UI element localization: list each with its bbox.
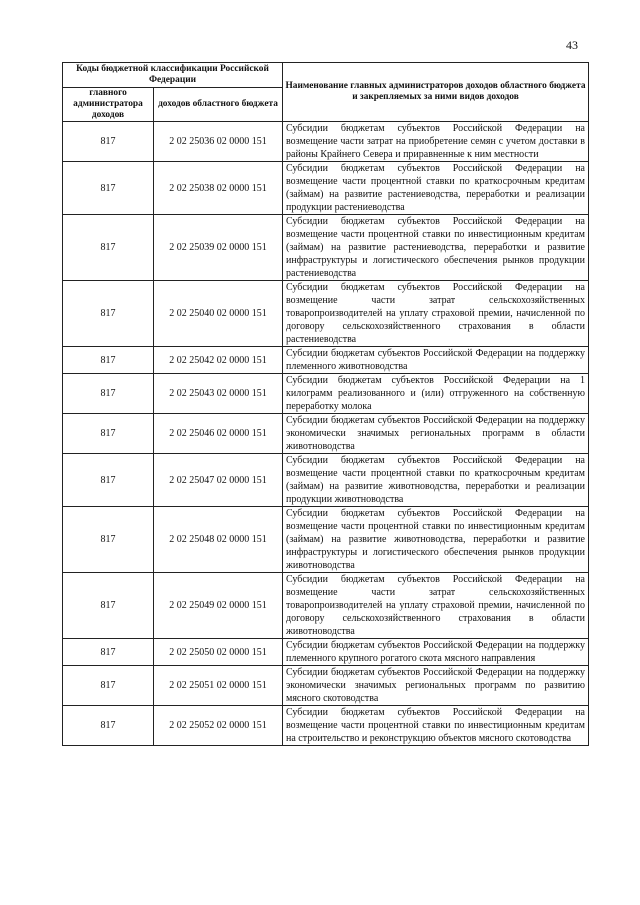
income-name-cell: Субсидии бюджетам субъектов Российской Федерации на возмещение части процентной ставки по инвестиционным кредитам (займам) на развитие животноводства, переработки и развитие инфраструктуры и логистического обеспечения рынков продукции животноводства: [283, 507, 589, 573]
admin-code-cell: 817: [63, 162, 154, 215]
header-admin-column: главного администратора доходов: [63, 88, 154, 122]
income-name-cell: Субсидии бюджетам субъектов Российской Федерации на возмещение части затрат на приобретение семян с учетом доставки в районы Крайнего Севера и приравненные к ним местности: [283, 122, 589, 162]
income-code-cell: 2 02 25052 02 0000 151: [154, 706, 283, 746]
income-name-cell: Субсидии бюджетам субъектов Российской Федерации на поддержку экономически значимых региональных программ по развитию мясного скотоводства: [283, 666, 589, 706]
admin-code-cell: 817: [63, 215, 154, 281]
income-code-cell: 2 02 25050 02 0000 151: [154, 639, 283, 666]
admin-code-cell: 817: [63, 573, 154, 639]
income-code-cell: 2 02 25046 02 0000 151: [154, 414, 283, 454]
header-name-column: Наименование главных администраторов доходов областного бюджета и закрепляемых за ними видов доходов: [283, 63, 589, 122]
income-name-cell: Субсидии бюджетам субъектов Российской Федерации на поддержку экономически значимых региональных программ в области животноводства: [283, 414, 589, 454]
income-code-cell: 2 02 25036 02 0000 151: [154, 122, 283, 162]
income-name-cell: Субсидии бюджетам субъектов Российской Федерации на возмещение части процентной ставки по инвестиционным кредитам (займам) на развитие растениеводства, переработки и развитие инфраструктуры и логистического обеспечения рынков продукции растениеводства: [283, 215, 589, 281]
admin-code-cell: 817: [63, 122, 154, 162]
income-code-cell: 2 02 25043 02 0000 151: [154, 374, 283, 414]
table-row: [63, 666, 589, 706]
table-row: [63, 374, 589, 414]
admin-code-cell: 817: [63, 706, 154, 746]
table-row: [63, 706, 589, 746]
admin-code-cell: 817: [63, 281, 154, 347]
table-row: [63, 414, 589, 454]
income-code-cell: 2 02 25048 02 0000 151: [154, 507, 283, 573]
income-code-cell: 2 02 25051 02 0000 151: [154, 666, 283, 706]
income-name-cell: Субсидии бюджетам субъектов Российской Федерации на возмещение части затрат сельскохозяйственных товаропроизводителей на уплату страховой премии, начисленной по договору сельскохозяйственного страхования в области растениеводства: [283, 281, 589, 347]
table-row: [63, 162, 589, 215]
admin-code-cell: 817: [63, 454, 154, 507]
admin-code-cell: 817: [63, 666, 154, 706]
table-header: [63, 63, 589, 122]
table-row: [63, 281, 589, 347]
table-row: [63, 215, 589, 281]
page-number: 43: [566, 38, 578, 52]
income-code-cell: 2 02 25038 02 0000 151: [154, 162, 283, 215]
income-name-cell: Субсидии бюджетам субъектов Российской Федерации на поддержку племенного животноводства: [283, 347, 589, 374]
income-code-cell: 2 02 25039 02 0000 151: [154, 215, 283, 281]
income-code-cell: 2 02 25049 02 0000 151: [154, 573, 283, 639]
table-row: [63, 507, 589, 573]
income-code-cell: 2 02 25047 02 0000 151: [154, 454, 283, 507]
income-name-cell: Субсидии бюджетам субъектов Российской Федерации на возмещение части процентной ставки по инвестиционным кредитам на строительство и реконструкцию объектов мясного скотоводства: [283, 706, 589, 746]
income-name-cell: Субсидии бюджетам субъектов Российской Федерации на поддержку племенного крупного рогатого скота мясного направления: [283, 639, 589, 666]
income-name-cell: Субсидии бюджетам субъектов Российской Федерации на возмещение части процентной ставки по краткосрочным кредитам (займам) на развитие животноводства, переработки и реализации продукции животноводства: [283, 454, 589, 507]
admin-code-cell: 817: [63, 414, 154, 454]
admin-code-cell: 817: [63, 507, 154, 573]
table-row: [63, 573, 589, 639]
table-row: [63, 639, 589, 666]
table-row: [63, 347, 589, 374]
income-name-cell: Субсидии бюджетам субъектов Российской Федерации на возмещение части затрат сельскохозяйственных товаропроизводителей на уплату страховой премии, начисленной по договору сельскохозяйственного страхования в области животноводства: [283, 573, 589, 639]
income-name-cell: Субсидии бюджетам субъектов Российской Федерации на возмещение части процентной ставки по краткосрочным кредитам (займам) на развитие растениеводства, переработки и реализации продукции растениеводства: [283, 162, 589, 215]
budget-classification-table: [62, 62, 589, 746]
income-name-cell: Субсидии бюджетам субъектов Российской Федерации на 1 килограмм реализованного и (или) отгруженного на собственную переработку молока: [283, 374, 589, 414]
table-row: [63, 122, 589, 162]
income-code-cell: 2 02 25042 02 0000 151: [154, 347, 283, 374]
header-income-column: доходов областного бюджета: [154, 88, 283, 122]
table-row: [63, 454, 589, 507]
table-body: [63, 122, 589, 746]
admin-code-cell: 817: [63, 639, 154, 666]
admin-code-cell: 817: [63, 374, 154, 414]
income-code-cell: 2 02 25040 02 0000 151: [154, 281, 283, 347]
header-codes-group: Коды бюджетной классификации Российской Федерации: [63, 63, 283, 88]
admin-code-cell: 817: [63, 347, 154, 374]
